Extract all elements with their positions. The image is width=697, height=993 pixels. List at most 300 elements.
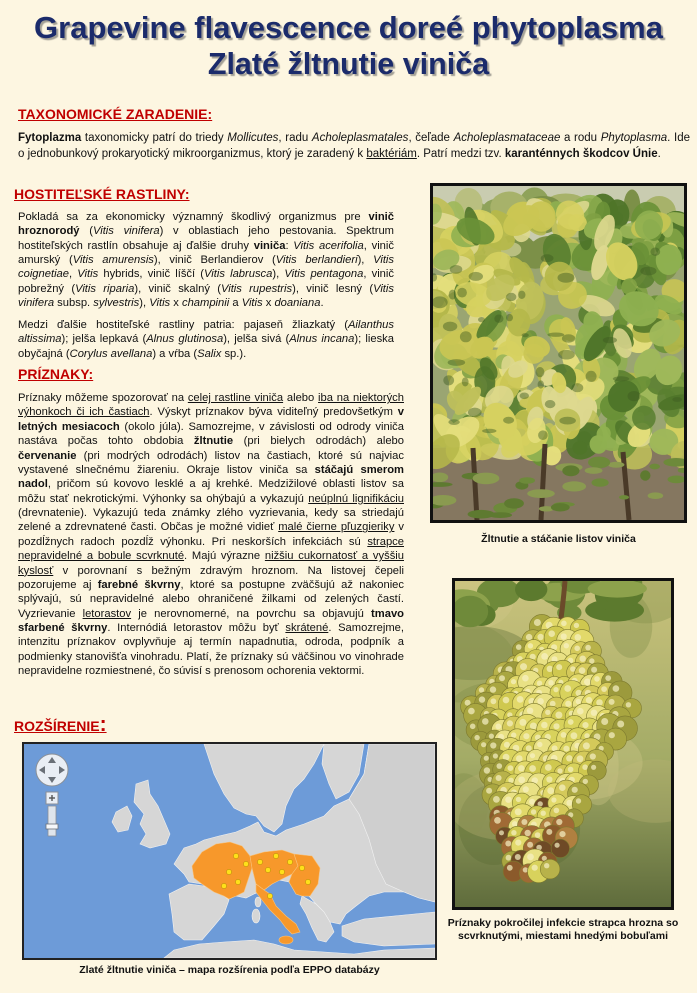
text-run: sp.).: [221, 347, 247, 360]
text-run: Acholeplasmataceae: [453, 132, 561, 144]
text-run: Vitis: [149, 297, 171, 310]
berry-highlight: [525, 830, 531, 836]
berry-highlight: [505, 797, 511, 803]
berry-highlight: [527, 708, 533, 714]
text-run: (okolo júla). Samozrejme, v závislosti od odrody viniča nastáva počas tohto obdobia: [18, 420, 405, 448]
berry-highlight: [561, 633, 567, 639]
map-point: [267, 893, 272, 898]
text-run: Pokladá sa za ekonomicky významný škodlivý organizmus pre: [18, 211, 369, 223]
berry-highlight: [527, 854, 534, 861]
grass: [649, 464, 660, 470]
text-run: tmavo sfarbené škvrny: [18, 607, 404, 634]
berry-highlight: [609, 732, 615, 738]
leaf-shadow: [478, 317, 485, 322]
grass: [592, 478, 609, 486]
grass: [468, 510, 495, 519]
leaf-shadow: [449, 290, 457, 300]
grapes-photo: [452, 578, 674, 910]
text-run: Salix: [197, 347, 222, 360]
text-run: Vitis vinifera: [92, 225, 160, 238]
map-point: [305, 879, 310, 884]
text-run: ) a vŕba (: [152, 347, 198, 360]
text-run: žltnutie: [193, 435, 234, 448]
text-run: ) v oblastiach jeho pestovania. Spektrum hostiteľských rastlín obsahuje aj ďalšie druhy: [18, 225, 395, 252]
berry-highlight: [559, 784, 566, 791]
leaf-shadow: [562, 334, 575, 342]
berry-highlight: [564, 685, 571, 692]
leaf-shadow: [503, 417, 514, 424]
berry-highlight: [544, 863, 549, 868]
text-run: subsp.: [54, 297, 94, 310]
berry-highlight: [530, 723, 537, 730]
berry-highlight: [589, 658, 594, 663]
berry-highlight: [537, 681, 542, 686]
text-run: , pričom sú kovovo lesklé a aj krehké. Medzižilové oblasti listov sa môžu stať nekrotickými. Výhonky sa ohýbajú a vykazujú: [18, 478, 404, 505]
berry-highlight: [557, 768, 562, 773]
berry-highlight: [548, 680, 553, 685]
text-run: Vitis amurensis: [72, 254, 154, 267]
berry-highlight: [515, 854, 521, 860]
berry-highlight: [493, 796, 500, 803]
leaf-shadow: [558, 350, 575, 360]
leaf-shadow: [457, 288, 467, 298]
text-run: farebné škvrny: [97, 578, 181, 591]
berry-highlight: [532, 865, 538, 871]
berry-highlight: [579, 667, 586, 674]
text-run: karanténnych škodcov Únie: [504, 147, 658, 160]
berry-highlight: [553, 723, 559, 729]
text-run: ,: [69, 268, 78, 281]
berry-highlight: [583, 779, 588, 784]
berry-highlight: [605, 675, 611, 681]
berry-highlight: [564, 643, 569, 648]
berry-highlight: [490, 686, 496, 692]
leaf-shadow: [650, 248, 660, 256]
berry-highlight: [565, 701, 571, 707]
text-run: (pri bielych odrodách) alebo: [233, 435, 404, 448]
berry-highlight: [517, 696, 524, 703]
map-point: [257, 859, 262, 864]
text-run: skrátené: [285, 622, 329, 634]
text-run: letorastov: [82, 607, 132, 620]
map-caption: Zlaté žltnutie viniča – mapa rozšírenia podľa EPPO databázy: [79, 964, 380, 976]
map-land-corsica: [255, 897, 261, 907]
berry-highlight: [468, 708, 475, 715]
leaf-shadow: [443, 375, 454, 385]
berry-highlight: [527, 842, 533, 848]
text-run: vinič hroznorodý: [18, 211, 394, 238]
map-land-sardinia: [252, 909, 260, 923]
berry-highlight: [530, 753, 535, 758]
berry-highlight: [575, 634, 582, 641]
berry-highlight: [537, 634, 543, 640]
text-run: a: [229, 297, 242, 310]
taxonomy-paragraph: [18, 131, 690, 162]
text-run: stáčajú smerom nadol: [18, 463, 404, 491]
berry-highlight: [556, 664, 562, 670]
berry-highlight: [507, 720, 513, 726]
text-run: je nerovnomerné, na povrchu sa objavujú: [131, 607, 372, 620]
berry-highlight: [522, 675, 529, 682]
leaf-shadow: [558, 273, 575, 283]
leaf-shadow: [613, 376, 629, 381]
berry-highlight: [519, 719, 526, 726]
text-run: Príznaky môžeme spozorovať na: [18, 392, 188, 404]
text-run: :: [285, 239, 294, 252]
berry-highlight: [523, 786, 529, 792]
berry-highlight: [555, 712, 562, 719]
berry-highlight: [582, 722, 588, 728]
berry-highlight: [511, 679, 516, 684]
title-line-2: Zlaté žltnutie viniča: [207, 47, 490, 81]
text-run: (pri modrých odrodách) listov na častiach, ktoré sú najviac vystavené slnečnému žiareniu. Okraje listov viniča sa: [18, 449, 404, 476]
berry-highlight: [601, 718, 608, 725]
grass: [562, 465, 579, 476]
text-run: . Patrí medzi tzv.: [416, 147, 505, 160]
grass: [504, 498, 524, 508]
map-point: [265, 867, 270, 872]
berry-highlight: [563, 746, 569, 752]
berry-highlight: [591, 667, 597, 673]
taxonomy-heading: TAXONOMICKÉ ZARADENIE:: [18, 106, 213, 122]
leaf-shadow: [640, 267, 656, 276]
berry-highlight: [537, 698, 544, 705]
text-run: ),: [272, 268, 285, 281]
berry-highlight: [561, 621, 567, 627]
berry-highlight: [486, 788, 492, 794]
grass: [527, 489, 555, 498]
distribution-map-image: [24, 744, 435, 958]
text-run: v letných mesiacoch: [18, 406, 405, 433]
berry-highlight: [503, 697, 510, 704]
hosts-paragraph-2: [18, 318, 394, 361]
berry-highlight: [553, 687, 558, 692]
leaf-shadow: [469, 272, 483, 281]
distribution-heading-colon: :: [99, 713, 107, 736]
text-run: ), vinič lesný (: [292, 282, 374, 295]
text-run: neúplnú lignifikáciu: [308, 492, 404, 505]
text-run: Ailanthus altissima: [18, 319, 394, 346]
berry-highlight: [490, 742, 496, 748]
berry-highlight: [470, 724, 476, 730]
map-point: [235, 879, 240, 884]
text-run: a rodu: [560, 132, 601, 144]
zoom-slider: [48, 806, 56, 836]
text-run: červenanie: [18, 449, 77, 462]
map-infested-sicily: [279, 936, 293, 944]
berry-highlight: [568, 719, 574, 725]
text-run: . Internódiá letorastov môžu byť: [107, 622, 286, 634]
grass: [588, 457, 610, 469]
leaf-shadow: [448, 359, 466, 366]
berry-highlight: [521, 819, 527, 825]
text-run: .: [320, 297, 324, 310]
berry-highlight: [545, 764, 552, 771]
leaf-shadow: [522, 333, 529, 337]
leaf-shadow: [448, 419, 459, 425]
text-run: Phytoplasma: [600, 132, 668, 144]
text-run: . Výskyt príznakov býva viditeľný predovšetkým: [149, 406, 398, 419]
berry-highlight: [504, 742, 510, 748]
text-run: ), jelša sivá (: [223, 333, 290, 346]
text-run: , radu: [278, 132, 312, 144]
text-run: ), vinič Berlandierov (: [153, 254, 276, 267]
text-run: . Samozrejme, intenzitu príznakov ovplyvňuje aj termín napadnutia, odroda, podpník a podmienky stanovišťa vinohradu. Platí, že príznaky sú väčšinou vo vinohrade nepravidelne rozmiestnené, čo súvisí s prenosom ochorenia vektormi.: [18, 622, 404, 678]
map-point: [279, 869, 284, 874]
text-run: , vinič amurský (: [18, 239, 394, 267]
leaf-shadow: [603, 337, 617, 343]
text-run: ); jelša lepkavá (: [61, 333, 147, 346]
map-point: [243, 861, 248, 866]
berry-highlight: [547, 787, 554, 794]
berry-highlight: [482, 718, 489, 725]
leaves-photo-caption: Žltnutie a stáčanie listov viniča: [481, 533, 636, 545]
berry-highlight: [559, 831, 565, 837]
symptoms-heading: PRÍZNAKY:: [18, 366, 94, 382]
text-run: hybrids, vinič líščí (: [98, 268, 204, 281]
berry-highlight: [576, 798, 581, 803]
text-run: Vitis acerifolia: [293, 239, 364, 252]
berry-highlight: [499, 830, 504, 835]
leaf-shadow: [506, 314, 513, 321]
berry-highlight: [582, 764, 588, 770]
berry-highlight: [520, 663, 527, 670]
map-point: [233, 853, 238, 858]
berry-highlight: [512, 821, 518, 827]
hosts-heading: HOSTITEĽSKÉ RASTLINY:: [14, 186, 190, 202]
berry-highlight: [546, 776, 552, 782]
berry-highlight: [541, 653, 548, 660]
berry-highlight: [586, 697, 592, 703]
text-run: iba na niektorých výhonkoch či ich častiach: [18, 392, 404, 419]
berry-highlight: [626, 702, 631, 707]
text-run: .: [657, 147, 661, 160]
berry-highlight: [493, 753, 498, 758]
text-run: nižšiu cukornatosť a vyššiu kyslosť: [18, 550, 404, 577]
leaf-shadow: [536, 367, 545, 377]
leaves-photo-image: [433, 186, 684, 520]
leaf-shadow: [672, 397, 682, 402]
text-run: Vitis rupestris: [220, 282, 293, 295]
leaf-shadow: [443, 322, 457, 332]
map-point: [287, 859, 292, 864]
berry-highlight: [491, 698, 497, 704]
text-run: sylvestris: [93, 297, 140, 310]
berry-highlight: [566, 800, 572, 806]
berry-highlight: [515, 840, 521, 846]
leaf-shadow: [545, 400, 556, 408]
text-run: . Ide o jednobunkový prokaryotický mikroorganizmus, ktorý je zaradený k: [18, 132, 690, 160]
berry-highlight: [484, 767, 490, 773]
berry-highlight: [479, 696, 485, 702]
text-run: Vitis vinifera: [18, 282, 394, 310]
berry-highlight: [601, 686, 607, 692]
leaf-shadow: [482, 429, 496, 433]
grass: [551, 503, 570, 511]
berry-highlight: [594, 676, 600, 682]
berry-highlight: [546, 829, 552, 835]
berry-highlight: [580, 656, 586, 662]
berry-highlight: [507, 865, 513, 871]
berry-highlight: [583, 742, 590, 749]
berry-highlight: [585, 645, 591, 651]
text-run: Vitis labrusca: [204, 268, 273, 281]
berry-highlight: [499, 675, 505, 681]
berry-highlight: [571, 732, 578, 739]
text-run: . Majú výrazne: [184, 550, 265, 563]
grass: [640, 470, 650, 480]
leaf-shadow: [462, 377, 469, 386]
grass: [648, 492, 664, 499]
text-run: strapce nepravidelné a bobule scvrknuté: [18, 535, 404, 563]
leaf-shadow: [450, 265, 463, 274]
berry-highlight: [516, 755, 523, 762]
berry-highlight: [537, 742, 542, 747]
text-run: ); lieska obyčajná (: [18, 333, 394, 360]
grass: [585, 467, 603, 474]
zoom-slider-handle: [46, 824, 58, 829]
berry-highlight: [613, 685, 620, 692]
map-point: [273, 853, 278, 858]
leaf-shadow: [559, 417, 576, 425]
leaf-shadow: [538, 380, 544, 388]
berry-highlight: [515, 808, 522, 815]
text-run: celej rastline viniča: [187, 392, 284, 404]
text-run: (: [79, 225, 93, 238]
text-run: Vitis: [241, 297, 263, 310]
text-run: ),: [139, 297, 150, 310]
text-run: champinii: [181, 297, 230, 310]
berry-highlight: [496, 775, 502, 781]
berry-highlight: [548, 630, 555, 637]
text-run: alebo: [283, 392, 319, 404]
berry-highlight: [577, 708, 584, 715]
berry-highlight: [511, 830, 516, 835]
berry-highlight: [551, 797, 556, 802]
text-run: ),: [357, 254, 374, 267]
title-line-1: Grapevine flavescence doreé phytoplasma: [34, 10, 663, 45]
berry-highlight: [591, 765, 596, 770]
map-point: [226, 869, 231, 874]
text-run: Mollicutes: [227, 132, 279, 144]
berry-highlight: [534, 619, 541, 626]
berry-highlight: [531, 809, 536, 814]
leaf-shadow: [506, 293, 516, 301]
berry-highlight: [554, 808, 560, 814]
berry-highlight: [497, 763, 503, 769]
leaf-shadow: [520, 393, 529, 400]
leaf-shadow: [538, 430, 548, 440]
text-run: baktériám: [366, 147, 417, 160]
text-run: (drevnatenie). Vykazujú teda známky zlého vyzrievania, kedy sa striedajú zelené a zdrevnatené časti. Občas je možné vidieť: [18, 507, 404, 534]
leaf-shadow: [628, 391, 641, 401]
berry-highlight: [481, 742, 486, 747]
berry-highlight: [545, 710, 550, 715]
berry-highlight: [528, 643, 533, 648]
text-run: Medzi ďalšie hostiteľské rastliny patria: pajaseň žliazkatý (: [18, 319, 348, 331]
text-run: Fytoplazma: [18, 132, 82, 144]
berry-highlight: [541, 722, 548, 729]
grass: [608, 462, 624, 468]
berry-highlight: [505, 841, 511, 847]
leaf-shadow: [541, 254, 554, 262]
text-run: v porovnaní s bežným zdravým hroznom. Na listovej čepeli pozorujeme aj: [18, 564, 404, 591]
berry-highlight: [494, 817, 501, 824]
grapes-photo-caption: Príznaky pokročilej infekcie strapca hrozna so scvrknutými, miestami hnedými bobuľami: [447, 917, 679, 942]
berry-highlight: [541, 811, 546, 816]
leaves-photo: [430, 183, 687, 523]
grass: [519, 477, 535, 484]
berry-highlight: [484, 756, 489, 761]
berry-highlight: [516, 797, 521, 802]
map-point: [299, 865, 304, 870]
text-run: x: [170, 297, 182, 310]
berry-highlight: [518, 765, 524, 771]
text-run: v pozdĺžnych radoch pozdĺž výhonku. Pri neskorších infekciách sú: [18, 521, 404, 548]
berry-highlight: [523, 733, 529, 739]
berry-highlight: [561, 732, 567, 738]
berry-highlight: [584, 679, 591, 686]
berry-highlight: [479, 687, 484, 692]
text-run: Vitis pentagona: [284, 268, 364, 281]
grass: [473, 473, 500, 485]
berry-highlight: [609, 699, 615, 705]
berry-highlight: [495, 724, 501, 730]
leaf-shadow: [586, 371, 597, 382]
text-run: Vitis: [77, 268, 99, 281]
leaf-shadow: [548, 333, 565, 337]
hosts-paragraph-1: [18, 210, 394, 310]
text-run: x: [262, 297, 275, 310]
berry-highlight: [566, 755, 572, 761]
berry-highlight: [568, 767, 574, 773]
berry-highlight: [574, 646, 580, 652]
distribution-map: [22, 742, 437, 960]
text-run: malé čierne pľuzgieriky: [278, 521, 395, 534]
berry-highlight: [508, 778, 513, 783]
berry-highlight: [577, 755, 584, 762]
text-run: Vitis berlandieri: [275, 254, 358, 267]
berry-highlight: [535, 832, 541, 838]
text-run: , ktoré sa postupne zväčšujú až nakoniec splývajú, sú nepravidelné alebo ohraničené žilkami od zelených častí. Vyzrievanie: [18, 578, 404, 620]
berry-highlight: [617, 721, 624, 728]
leaf-shadow: [518, 291, 525, 299]
distribution-heading-text: ROZŠÍRENIE: [14, 718, 100, 734]
leaf-shadow: [572, 383, 584, 392]
berry-highlight: [518, 777, 525, 784]
grass: [619, 495, 629, 499]
map-point: [221, 883, 226, 888]
berry-highlight: [529, 765, 536, 772]
text-run: Corylus avellana: [69, 347, 153, 360]
grass: [562, 481, 586, 491]
berry-highlight: [574, 623, 579, 628]
berry-highlight: [550, 701, 556, 707]
text-run: Alnus incana: [289, 333, 355, 346]
text-run: , čeľade: [408, 132, 454, 144]
text-run: , vinič pobrežný (: [18, 268, 394, 295]
berry-highlight: [508, 765, 514, 771]
berry-highlight: [576, 699, 581, 704]
berry-highlight: [555, 843, 560, 848]
grapes-photo-image: [455, 581, 671, 907]
berry-highlight: [556, 819, 562, 825]
text-run: Alnus glutinosa: [146, 333, 224, 346]
berry-highlight: [489, 734, 494, 739]
text-run: Acholeplasmatales: [311, 132, 409, 144]
berry-highlight: [506, 855, 512, 861]
text-run: Vitis coignetiae: [18, 254, 395, 281]
